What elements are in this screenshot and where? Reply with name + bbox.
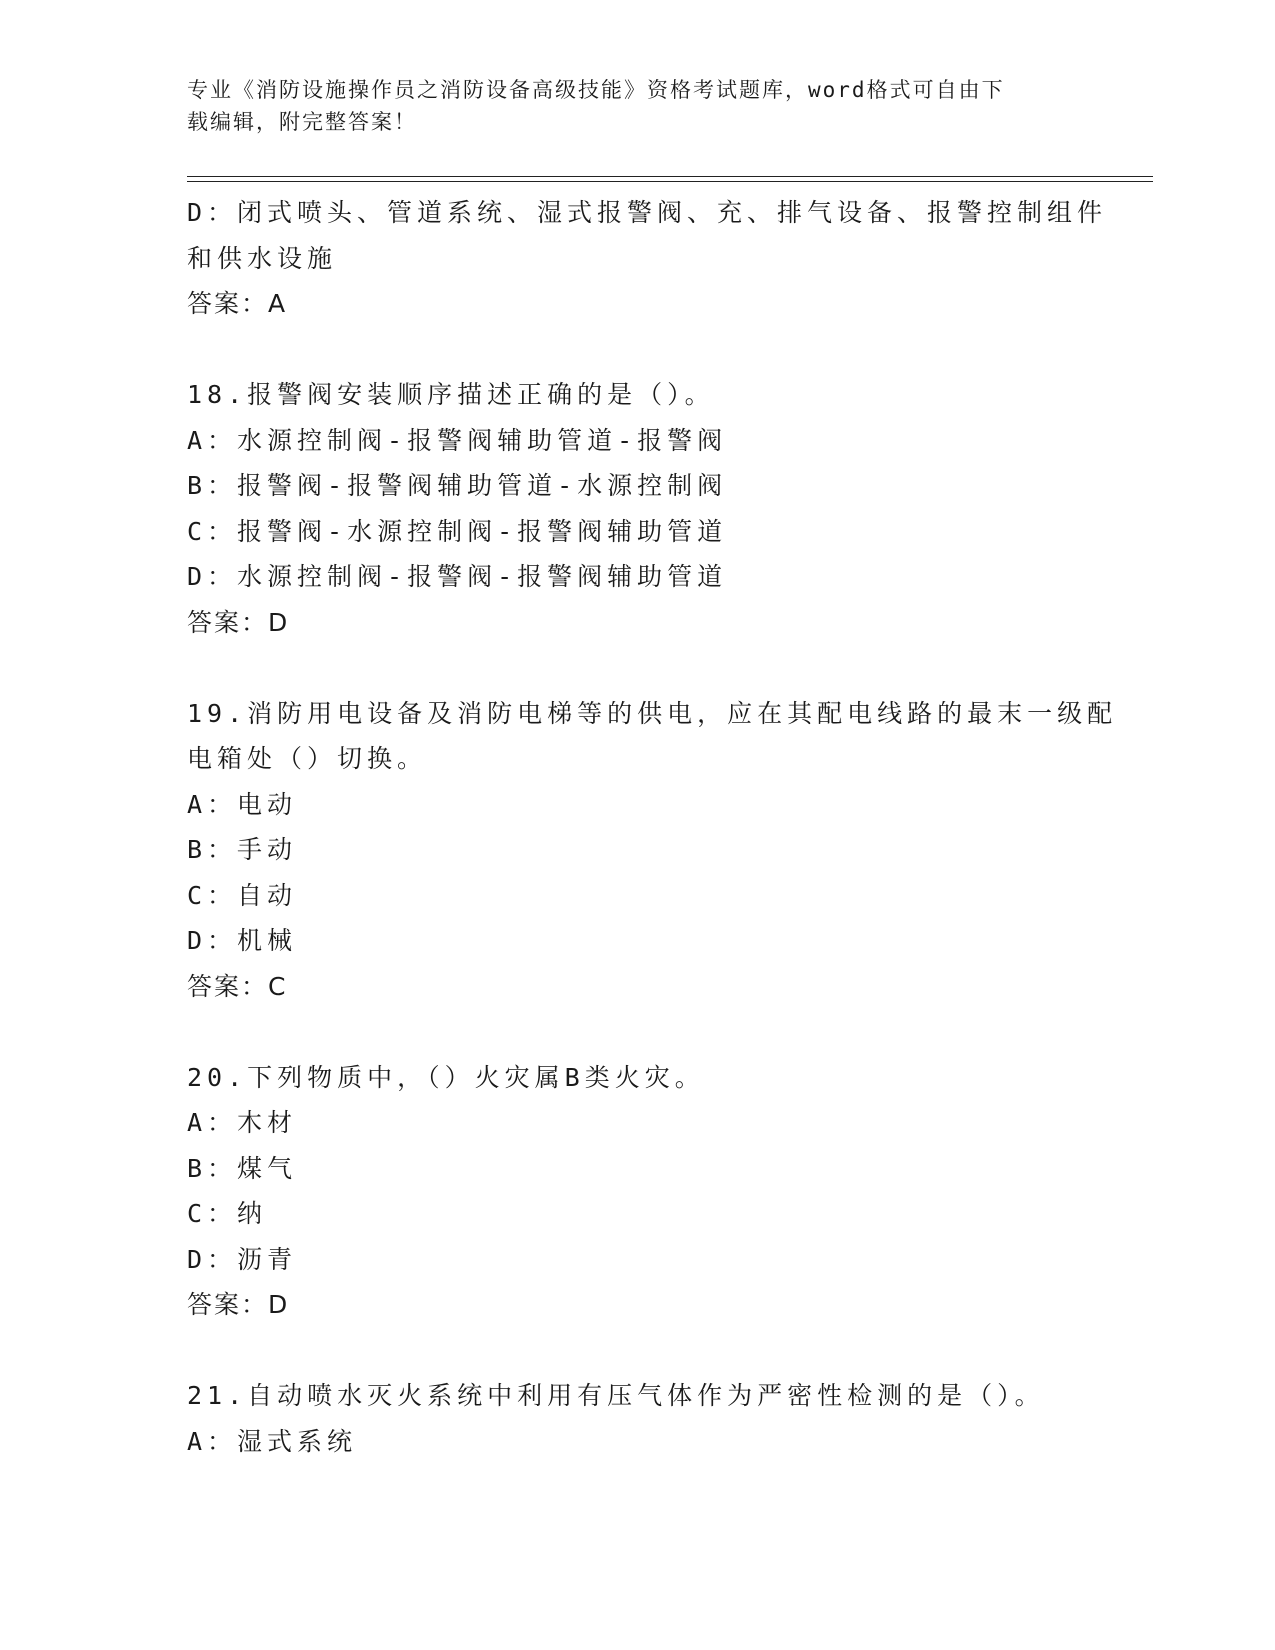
option-d: D：机械	[187, 926, 298, 955]
option-a: A：湿式系统	[187, 1426, 358, 1456]
question-list	[187, 190, 1118, 1464]
page-header	[187, 74, 1067, 138]
answer: 答案：C	[187, 971, 288, 1001]
question-text: 20.下列物质中，（）火灾属B类火灾。	[187, 1062, 705, 1092]
header-rule-bottom	[187, 181, 1153, 182]
option-d: D：水源控制阀-报警阀-报警阀辅助管道	[187, 562, 728, 591]
header-line-2: 载编辑，附完整答案！	[187, 110, 417, 134]
question-19	[187, 691, 1118, 1010]
question-text: 21.自动喷水灭火系统中利用有压气体作为严密性检测的是（）。	[187, 1381, 1045, 1410]
option-c: C：报警阀-水源控制阀-报警阀辅助管道	[187, 516, 728, 546]
option-b: B：报警阀-报警阀辅助管道-水源控制阀	[187, 471, 728, 500]
question-18	[187, 372, 1087, 645]
question-20	[187, 1055, 1087, 1328]
option-a: A：木材	[187, 1108, 298, 1137]
answer: 答案：D	[187, 1290, 290, 1319]
answer: 答案：A	[187, 289, 288, 318]
option-c: C：自动	[187, 880, 298, 910]
question-text: 18.报警阀安装顺序描述正确的是（）。	[187, 380, 715, 409]
header-rule-top	[187, 176, 1153, 177]
option-d: D：沥青	[187, 1244, 298, 1274]
option-d-continued: 和供水设施	[187, 243, 338, 273]
option-d: D：闭式喷头、管道系统、湿式报警阀、充、排气设备、报警控制组件	[187, 198, 1108, 227]
option-c: C：纳	[187, 1199, 268, 1228]
option-a: A：电动	[187, 789, 298, 819]
question-17-tail	[187, 190, 1108, 327]
option-b: B：煤气	[187, 1153, 298, 1183]
answer: 答案：D	[187, 607, 290, 637]
question-text-continued: 电箱处（）切换。	[187, 744, 428, 773]
header-line-1: 专业《消防设施操作员之消防设备高级技能》资格考试题库，word格式可自由下	[187, 78, 1005, 102]
question-21	[187, 1373, 1087, 1464]
question-text: 19.消防用电设备及消防电梯等的供电，应在其配电线路的最末一级配	[187, 698, 1118, 728]
option-b: B：手动	[187, 835, 298, 864]
option-a: A：水源控制阀-报警阀辅助管道-报警阀	[187, 425, 728, 455]
